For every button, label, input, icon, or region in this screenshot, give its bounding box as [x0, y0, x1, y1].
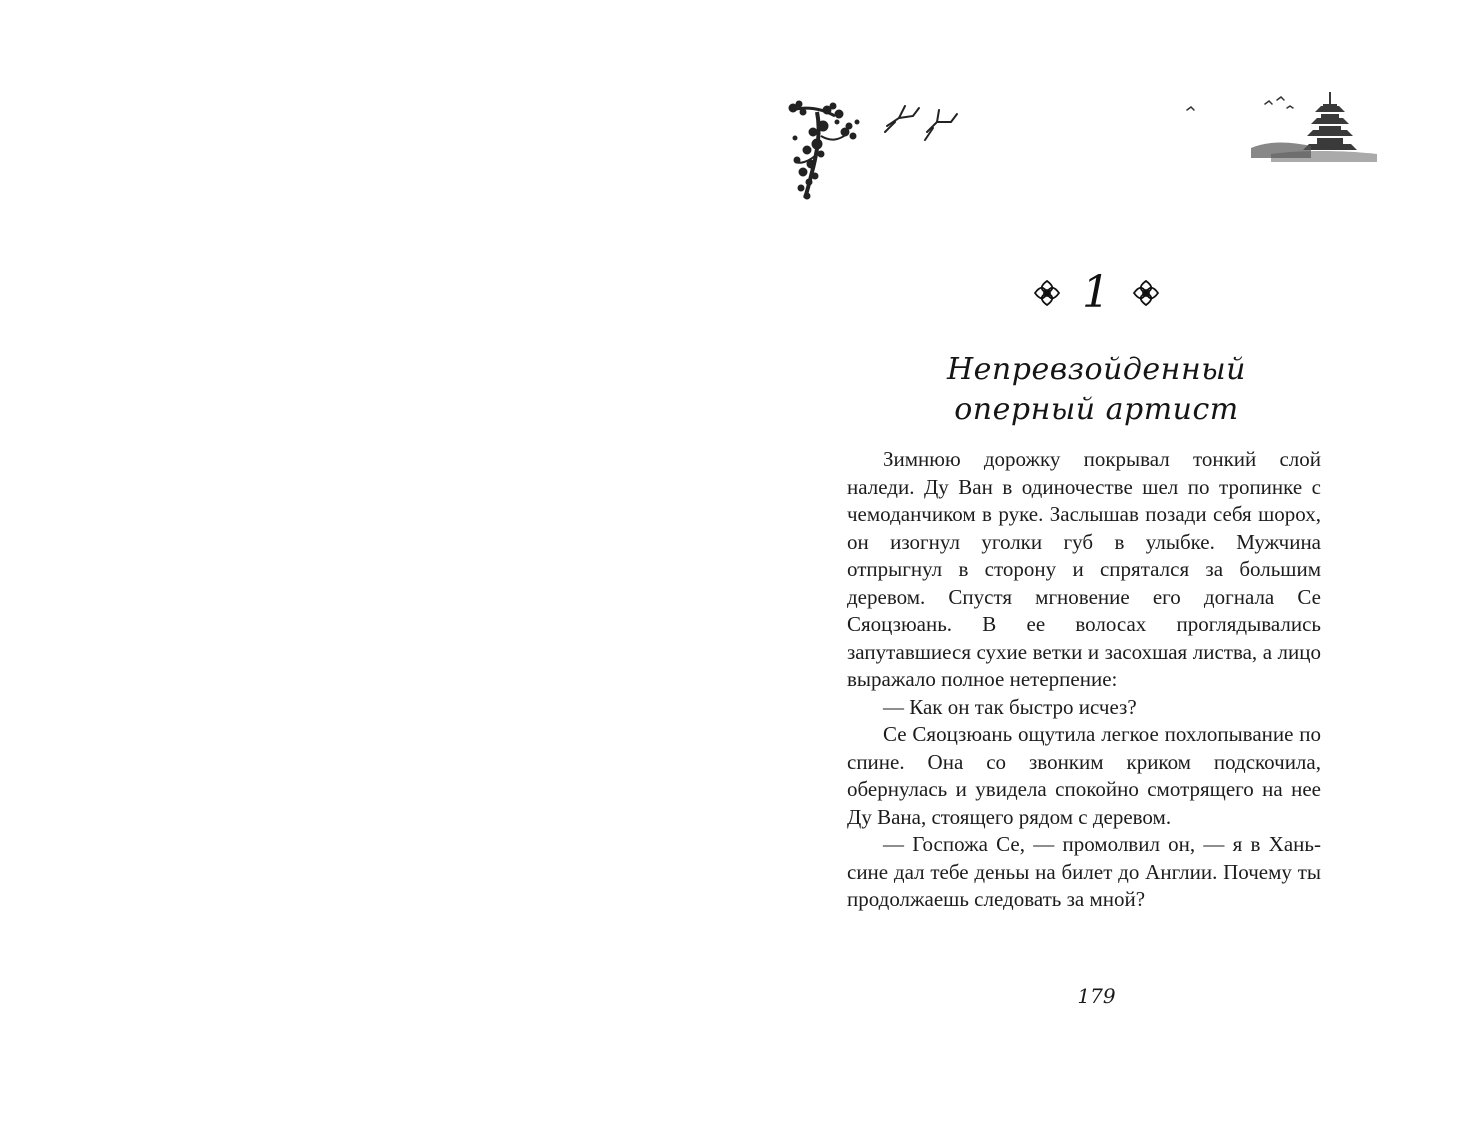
chapter-title-line-1: Непревзойденный: [947, 352, 1246, 387]
paragraph: Зимнюю дорожку покрывал тонкий слой наледи. Ду Ван в одиночестве шел по тропинке с чемоданчиком в руке. Заслышав позади себя шорох, он изогнул уголки губ в улыбке. Мужчина отпрыгнул в сторону и спрятался за большим деревом. Спустя мгновение его догнала Се Сяоцзюань. В ее волосах проглядывались запутавшиеся сухие ветки и засохшая листва, а лицо выражало полное нетерпение:: [847, 447, 1321, 691]
knot-ornament-left-icon: [1032, 278, 1062, 308]
page-number: 179: [1077, 984, 1116, 1008]
right-page: [731, 0, 1462, 1125]
paragraph: Се Сяоцзюань ощутила легкое похлопывание по спине. Она со звонким криком подскочила, обернулась и увидела спокойно смотрящего на нее Ду Вана, стоящего рядом с деревом.: [847, 722, 1321, 829]
chapter-title: [731, 350, 1462, 430]
chapter-number: 1: [1082, 267, 1111, 318]
chapter-body-text: [847, 446, 1321, 914]
paragraph: — Госпожа Се, — промолвил он, — я в Ханьсине дал тебе деньы на билет до Англии. Почему ты продолжаешь следовать за мной?: [847, 832, 1321, 911]
plum-branch-illustration: [787, 92, 977, 202]
knot-ornament-right-icon: [1131, 278, 1161, 308]
paragraph: — Как он так быстро исчез?: [883, 694, 1137, 719]
chapter-heading: [731, 268, 1462, 318]
pagoda-landscape-illustration: [1181, 84, 1381, 174]
chapter-title-line-2: оперный артист: [954, 392, 1239, 427]
